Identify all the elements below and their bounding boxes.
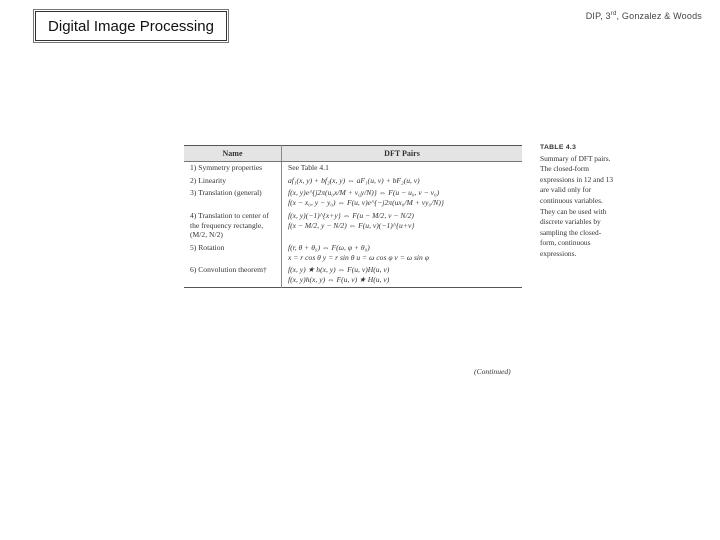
table-caption-label: TABLE 4.3 bbox=[540, 144, 577, 151]
book-credit: DIP, 3rd, Gonzalez & Woods bbox=[585, 11, 702, 21]
table-row bbox=[184, 175, 522, 188]
table-row bbox=[184, 242, 522, 264]
pair-line: f(x, y)e^{j2π(u₀x/M + v₀y/N)} ⇔ F(u − u₀, v − v₀) bbox=[288, 188, 440, 198]
table-row bbox=[184, 162, 522, 175]
pair-line: f(x, y)h(x, y) ⇔ F(u, v) ★ H(u, v) bbox=[288, 275, 390, 285]
dft-pairs-table bbox=[184, 145, 522, 288]
table-caption bbox=[540, 143, 614, 260]
pair-line: f(r, θ + θ₀) ⇔ F(ω, φ + θ₀) bbox=[288, 242, 370, 252]
table-row bbox=[184, 264, 522, 287]
continued-note: (Continued) bbox=[474, 367, 511, 376]
row-pair bbox=[282, 162, 523, 175]
row-name: 2) Linearity bbox=[184, 175, 282, 188]
pair-line: f(x, y)(−1)^{x+y} ⇔ F(u − M/2, v − N/2) bbox=[288, 210, 414, 220]
row-name: 1) Symmetry properties bbox=[184, 162, 282, 175]
slide-title bbox=[35, 11, 227, 41]
pair-line: af₁(x, y) + bf₂(x, y) ⇔ aF₁(u, v) + bF₂(u, v) bbox=[288, 175, 420, 185]
row-pair bbox=[282, 210, 523, 242]
row-name: 4) Translation to center of the frequency rectangle, (M/2, N/2) bbox=[184, 210, 282, 242]
row-pair bbox=[282, 264, 523, 287]
column-header-name: Name bbox=[184, 146, 282, 162]
row-pair bbox=[282, 175, 523, 188]
slide-title-text: Digital Image Processing bbox=[48, 17, 214, 35]
table-row bbox=[184, 187, 522, 209]
pair-line: f(x − M/2, y − N/2) ⇔ F(u, v)(−1)^{u+v} bbox=[288, 220, 415, 230]
table-header-row bbox=[184, 146, 522, 162]
row-name: 6) Convolution theorem† bbox=[184, 264, 282, 287]
table-row bbox=[184, 210, 522, 242]
row-name: 3) Translation (general) bbox=[184, 187, 282, 209]
row-name: 5) Rotation bbox=[184, 242, 282, 264]
column-header-pairs: DFT Pairs bbox=[282, 146, 523, 162]
row-pair bbox=[282, 242, 523, 264]
pair-line: See Table 4.1 bbox=[288, 163, 329, 172]
pair-line: f(x − x₀, y − y₀) ⇔ F(u, v)e^{−j2π(ux₀/M + vy₀/N)} bbox=[288, 198, 444, 208]
pair-line: x = r cos θ y = r sin θ u = ω cos φ v = ω sin φ bbox=[288, 252, 429, 262]
row-pair bbox=[282, 187, 523, 209]
pair-line: f(x, y) ★ h(x, y) ⇔ F(u, v)H(u, v) bbox=[288, 265, 390, 275]
table-caption-text: Summary of DFT pairs. The closed-form expressions in 12 and 13 are valid only for continuous variables. They can be used with discrete variables by sampling the closed-form, continuous expressions. bbox=[540, 153, 614, 258]
